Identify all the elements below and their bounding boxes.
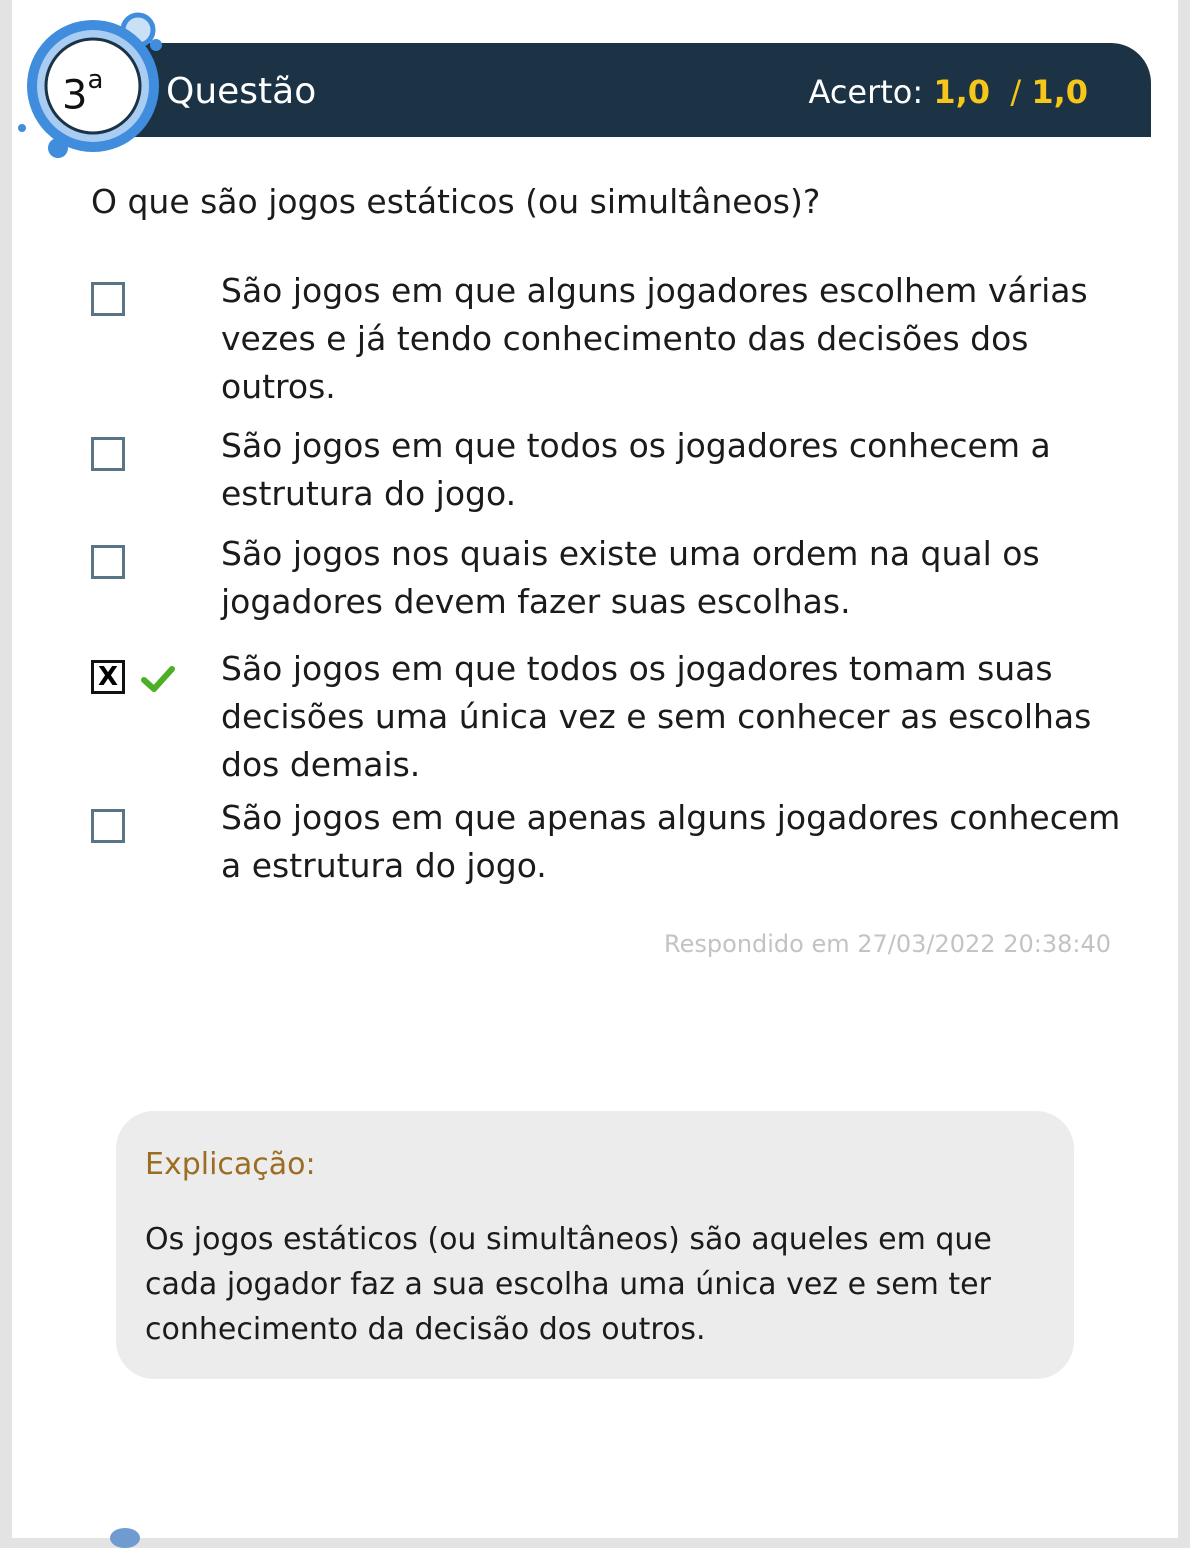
question-text: O que são jogos estáticos (ou simultâneos)? — [91, 182, 821, 221]
explanation-title: Explicação: — [145, 1147, 316, 1182]
option-label: São jogos em que todos os jogadores tomam suas decisões uma única vez e sem conhecer as escolhas dos demais. — [221, 649, 1092, 784]
option-label: São jogos nos quais existe uma ordem na qual os jogadores devem fazer suas escolhas. — [221, 534, 1040, 621]
explanation-text: Os jogos estáticos (ou simultâneos) são aqueles em que cada jogador faz a sua escolha uma única vez e sem ter conhecimento da decisão dos outros. — [145, 1222, 992, 1347]
score-display — [808, 71, 1088, 113]
explanation-box — [116, 1111, 1074, 1379]
question-number: 3$^a$ — [62, 65, 104, 119]
option-checkbox[interactable] — [91, 282, 125, 316]
score-label: Acerto: — [808, 73, 924, 111]
option-label: São jogos em que alguns jogadores escolhem várias vezes e já tendo conhecimento das decisões dos outros. — [221, 271, 1088, 406]
check-icon — [141, 664, 175, 694]
score-separator: / — [1010, 73, 1022, 111]
score-total: 1,0 — [1031, 73, 1088, 111]
option-checkbox[interactable] — [91, 545, 125, 579]
answered-timestamp: Respondido em 27/03/2022 20:38:40 — [664, 930, 1111, 958]
score-obtained: 1,0 — [933, 73, 991, 111]
option-checkbox[interactable] — [91, 809, 125, 843]
selected-mark: X — [97, 662, 119, 692]
option-checkbox-selected[interactable] — [91, 660, 125, 694]
next-question-badge-partial — [110, 1528, 140, 1548]
question-title: Questão — [166, 71, 317, 112]
option-label: São jogos em que todos os jogadores conhecem a estrutura do jogo. — [221, 426, 1051, 513]
option-label: São jogos em que apenas alguns jogadores conhecem a estrutura do jogo. — [221, 798, 1121, 885]
option-checkbox[interactable] — [91, 437, 125, 471]
